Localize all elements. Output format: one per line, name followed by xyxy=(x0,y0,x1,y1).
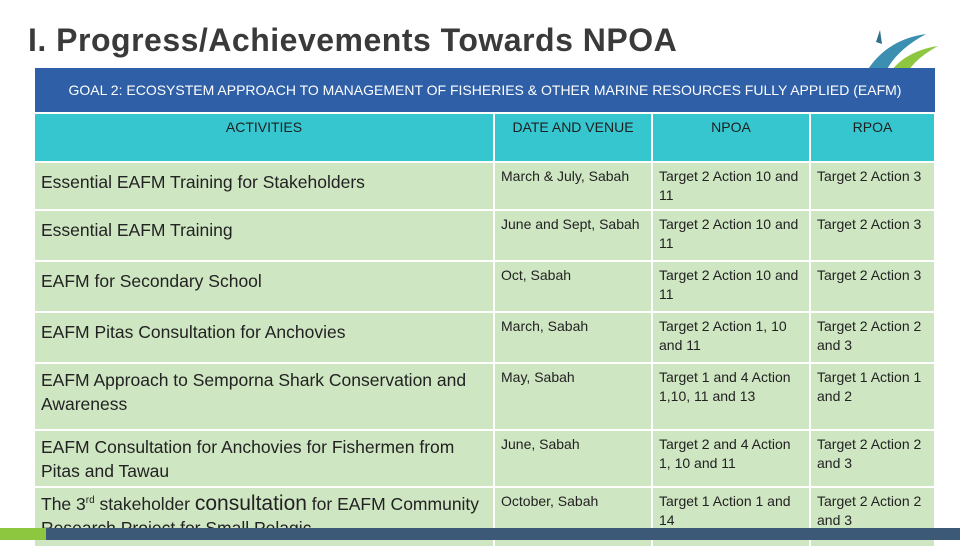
goal-banner: GOAL 2: ECOSYSTEM APPROACH TO MANAGEMENT OF FISHERIES & OTHER MARINE RESOURCES FULLY APPLIED (EAFM) xyxy=(35,68,935,112)
header-activities: ACTIVITIES xyxy=(35,114,494,162)
activity-cell: EAFM Approach to Semporna Shark Conservation and Awareness xyxy=(35,363,494,430)
activity-cell: Essential EAFM Training xyxy=(35,210,494,261)
rpoa-cell: Target 2 Action 2 and 3 xyxy=(810,430,935,487)
npoa-cell: Target 2 Action 10 and 11 xyxy=(652,162,810,210)
header-rpoa: RPOA xyxy=(810,114,935,162)
header-date-venue: DATE AND VENUE xyxy=(494,114,652,162)
npoa-cell: Target 2 Action 1, 10 and 11 xyxy=(652,312,810,363)
activity-cell: EAFM Pitas Consultation for Anchovies xyxy=(35,312,494,363)
activity-cell: EAFM for Secondary School xyxy=(35,261,494,312)
date-cell: October, Sabah xyxy=(494,487,652,547)
rpoa-cell: Target 2 Action 3 xyxy=(810,162,935,210)
date-cell: June and Sept, Sabah xyxy=(494,210,652,261)
activity-cell: Essential EAFM Training for Stakeholders xyxy=(35,162,494,210)
table-row xyxy=(35,312,935,363)
date-cell: March, Sabah xyxy=(494,312,652,363)
table-header-row xyxy=(35,114,935,162)
activity-cell: EAFM Consultation for Anchovies for Fishermen from Pitas and Tawau xyxy=(35,430,494,487)
date-cell: May, Sabah xyxy=(494,363,652,430)
date-cell: June, Sabah xyxy=(494,430,652,487)
npoa-cell: Target 2 Action 10 and 11 xyxy=(652,210,810,261)
page-title: I. Progress/Achievements Towards NPOA xyxy=(28,22,678,58)
rpoa-cell: Target 2 Action 2 and 3 xyxy=(810,487,935,547)
activity-text-part: consultation xyxy=(194,492,307,515)
activity-text-part: The 3 xyxy=(41,494,86,514)
header-npoa: NPOA xyxy=(652,114,810,162)
activities-table xyxy=(35,114,936,548)
activity-text-part: stakeholder xyxy=(94,494,195,514)
activity-text-part: for EAFM Community xyxy=(311,494,480,514)
table-row xyxy=(35,210,935,261)
npoa-cell: Target 1 Action 1 and 14 xyxy=(652,487,810,547)
table-row xyxy=(35,363,935,430)
rpoa-cell: Target 2 Action 3 xyxy=(810,210,935,261)
npoa-cell: Target 2 Action 10 and 11 xyxy=(652,261,810,312)
table-row xyxy=(35,430,935,487)
date-cell: Oct, Sabah xyxy=(494,261,652,312)
table-row xyxy=(35,162,935,210)
footer-bar xyxy=(0,528,960,540)
footer-accent xyxy=(0,528,46,540)
table-row xyxy=(35,261,935,312)
date-cell: March & July, Sabah xyxy=(494,162,652,210)
rpoa-cell: Target 1 Action 1 and 2 xyxy=(810,363,935,430)
npoa-cell: Target 2 and 4 Action 1, 10 and 11 xyxy=(652,430,810,487)
ordinal-superscript: rd xyxy=(85,495,95,507)
rpoa-cell: Target 2 Action 3 xyxy=(810,261,935,312)
rpoa-cell: Target 2 Action 2 and 3 xyxy=(810,312,935,363)
npoa-cell: Target 1 and 4 Action 1,10, 11 and 13 xyxy=(652,363,810,430)
